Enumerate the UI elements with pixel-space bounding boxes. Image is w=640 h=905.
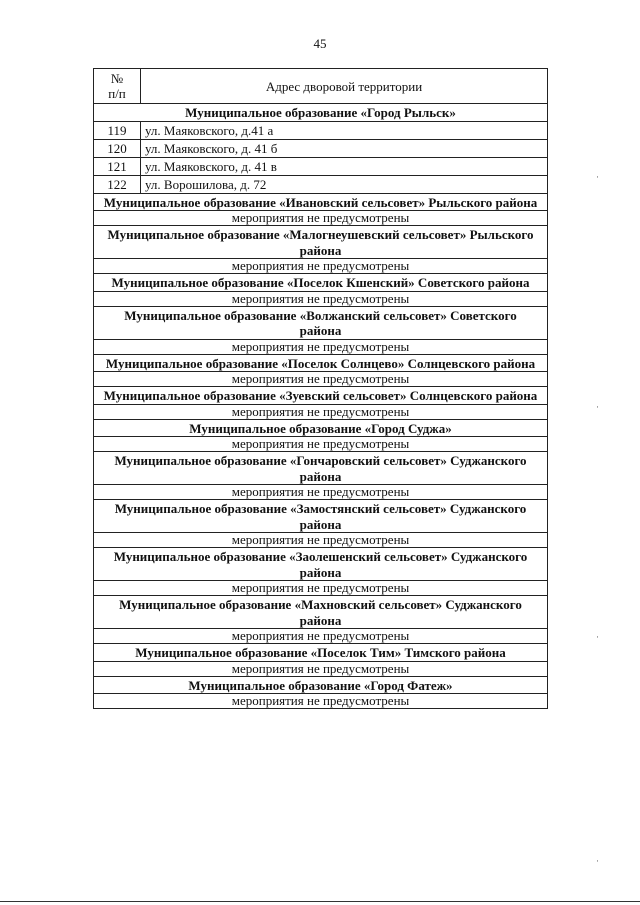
no-measures-text: мероприятия не предусмотрены [94, 533, 548, 548]
no-measures-text: мероприятия не предусмотрены [94, 291, 548, 306]
municipality-heading-row [94, 676, 548, 694]
no-measures-text: мероприятия не предусмотрены [94, 404, 548, 419]
municipality-heading: Муниципальное образование «Заолешенский сельсовет» Суджанского района [94, 548, 548, 581]
no-measures-text: мероприятия не предусмотрены [94, 581, 548, 596]
municipality-heading-row [94, 306, 548, 339]
no-measures-text: мероприятия не предусмотрены [94, 485, 548, 500]
municipality-heading-row [94, 354, 548, 372]
no-measures-row [94, 291, 548, 306]
no-measures-text: мероприятия не предусмотрены [94, 211, 548, 226]
table-header-row [94, 69, 548, 104]
table-row [94, 121, 548, 139]
table-row [94, 175, 548, 193]
scan-mark: · [596, 402, 599, 412]
no-measures-row [94, 211, 548, 226]
header-number-line: № [110, 71, 124, 86]
municipality-heading-row [94, 548, 548, 581]
municipality-heading-row [94, 452, 548, 485]
no-measures-text: мероприятия не предусмотрены [94, 437, 548, 452]
no-measures-row [94, 372, 548, 387]
municipality-heading-row [94, 387, 548, 405]
no-measures-row [94, 694, 548, 709]
municipality-heading: Муниципальное образование «Поселок Солнцево» Солнцевского района [94, 354, 548, 372]
municipality-heading: Муниципальное образование «Волжанский сельсовет» Советского района [94, 306, 548, 339]
header-number-line: п/п [108, 86, 126, 101]
header-number [94, 69, 141, 104]
no-measures-row [94, 485, 548, 500]
municipality-heading: Муниципальное образование «Поселок Кшенский» Советского района [94, 274, 548, 292]
municipality-heading: Муниципальное образование «Замостянский сельсовет» Суджанского района [94, 500, 548, 533]
header-address: Адрес дворовой территории [141, 69, 548, 104]
no-measures-row [94, 437, 548, 452]
scan-mark: · [596, 856, 599, 866]
row-address: ул. Маяковского, д.41 а [141, 121, 548, 139]
municipality-heading: Муниципальное образование «Ивановский сельсовет» Рыльского района [94, 193, 548, 211]
municipality-heading-row [94, 500, 548, 533]
no-measures-text: мероприятия не предусмотрены [94, 629, 548, 644]
no-measures-text: мероприятия не предусмотрены [94, 694, 548, 709]
municipality-heading-row [94, 644, 548, 662]
table-row [94, 157, 548, 175]
no-measures-row [94, 339, 548, 354]
table-row [94, 139, 548, 157]
row-address: ул. Маяковского, д. 41 б [141, 139, 548, 157]
scan-mark: · [596, 172, 599, 182]
no-measures-row [94, 629, 548, 644]
row-address: ул. Ворошилова, д. 72 [141, 175, 548, 193]
no-measures-text: мероприятия не предусмотрены [94, 661, 548, 676]
no-measures-text: мероприятия не предусмотрены [94, 259, 548, 274]
no-measures-text: мероприятия не предусмотрены [94, 339, 548, 354]
row-number: 122 [94, 175, 141, 193]
page-number: 45 [313, 36, 327, 51]
municipality-heading: Муниципальное образование «Поселок Тим» Тимского района [94, 644, 548, 662]
no-measures-text: мероприятия не предусмотрены [94, 372, 548, 387]
municipality-heading-row [94, 193, 548, 211]
scan-edge-line [0, 901, 640, 902]
municipality-heading-row [94, 419, 548, 437]
municipality-heading: Муниципальное образование «Махновский сельсовет» Суджанского района [94, 596, 548, 629]
municipality-heading: Муниципальное образование «Малогнеушевский сельсовет» Рыльского района [94, 226, 548, 259]
municipality-heading: Муниципальное образование «Город Фатеж» [94, 676, 548, 694]
row-number: 121 [94, 157, 141, 175]
address-table [93, 68, 548, 709]
row-number: 119 [94, 121, 141, 139]
row-number: 120 [94, 139, 141, 157]
municipality-heading-row [94, 274, 548, 292]
municipality-heading: Муниципальное образование «Гончаровский сельсовет» Суджанского района [94, 452, 548, 485]
municipality-heading-row [94, 226, 548, 259]
municipality-heading-row [94, 104, 548, 122]
no-measures-row [94, 661, 548, 676]
municipality-heading: Муниципальное образование «Город Суджа» [94, 419, 548, 437]
municipality-heading: Муниципальное образование «Зуевский сельсовет» Солнцевского района [94, 387, 548, 405]
no-measures-row [94, 259, 548, 274]
scan-mark: · [596, 632, 599, 642]
municipality-heading: Муниципальное образование «Город Рыльск» [94, 104, 548, 122]
no-measures-row [94, 404, 548, 419]
no-measures-row [94, 533, 548, 548]
municipality-heading-row [94, 596, 548, 629]
table-body [94, 104, 548, 709]
no-measures-row [94, 581, 548, 596]
row-address: ул. Маяковского, д. 41 в [141, 157, 548, 175]
